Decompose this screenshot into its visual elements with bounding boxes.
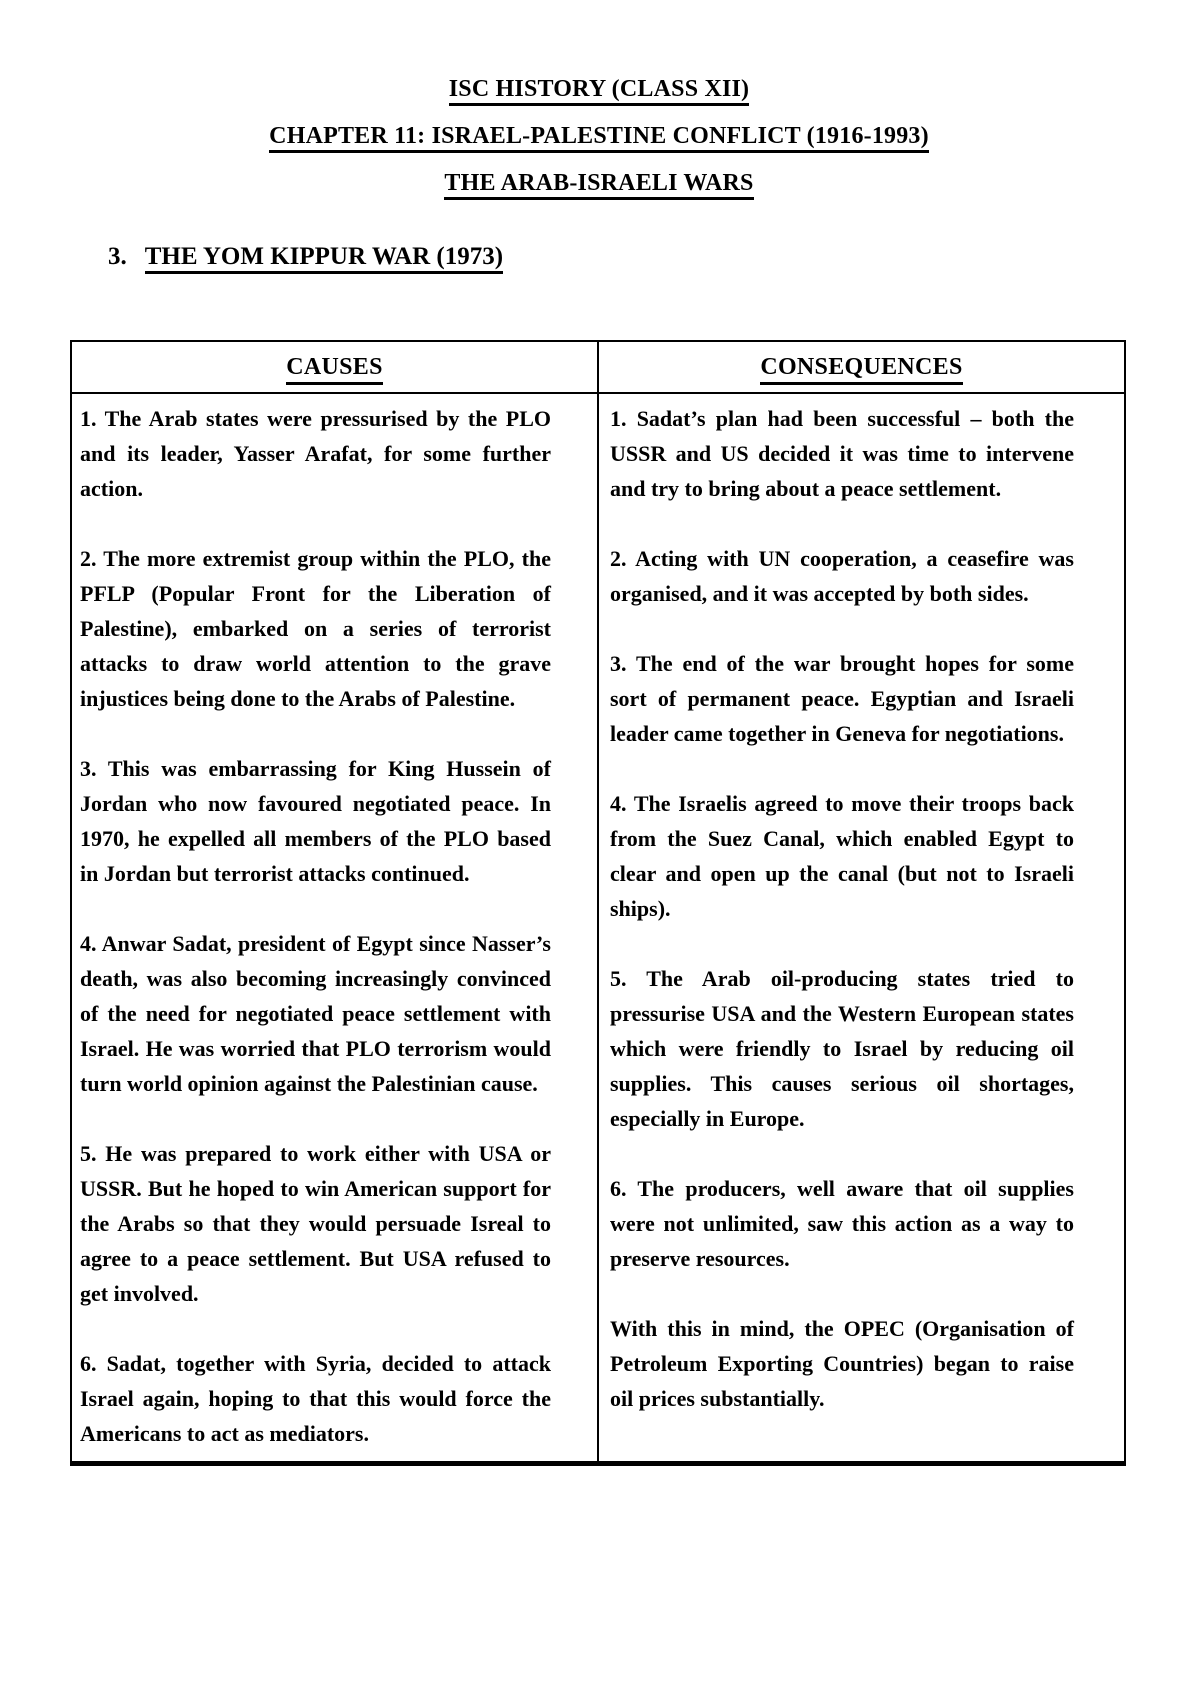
cause-paragraph-4: 4. Anwar Sadat, president of Egypt since Nasser’s death, was also becoming increasingly convinced of the need for negotiated peace settlement with Israel. He was worried that PLO terrorism would turn world opinion against the Palestinian cause. [80,931,551,1096]
consequence-paragraph-5: 5. The Arab oil-producing states tried to pressurise USA and the Western European states which were friendly to Israel by reducing oil supplies. This causes serious oil shortages, especially in Europe. [610,966,1074,1131]
section-heading [70,242,1128,272]
consequence-paragraph-3: 3. The end of the war brought hopes for some sort of permanent peace. Egyptian and Israeli leader came together in Geneva for negotiations. [610,651,1074,746]
doc-title-chapter [70,121,1128,151]
causes-cell [71,393,598,1464]
cause-paragraph-5: 5. He was prepared to work either with USA or USSR. But he hoped to win American support for the Arabs so that they would persuade Isreal to agree to a peace settlement. But USA refused to get involved. [80,1141,551,1306]
consequences-cell [598,393,1125,1464]
doc-title-subject [70,74,1128,104]
section-title: THE YOM KIPPUR WAR (1973) [145,243,503,274]
consequence-paragraph-7: With this in mind, the OPEC (Organisation of Petroleum Exporting Countries) began to raise oil prices substantially. [610,1316,1074,1411]
cause-paragraph-3: 3. This was embarrassing for King Hussein of Jordan who now favoured negotiated peace. In 1970, he expelled all members of the PLO based in Jordan but terrorist attacks continued. [80,756,551,886]
doc-title-subject-text: ISC HISTORY (CLASS XII) [449,76,750,106]
table-header-row [71,341,1125,393]
consequence-paragraph-4: 4. The Israelis agreed to move their troops back from the Suez Canal, which enabled Egypt to clear and open up the canal (but not to Israeli ships). [610,791,1074,921]
causes-header-cell [71,341,598,393]
consequences-header-cell [598,341,1125,393]
consequence-paragraph-1: 1. Sadat’s plan had been successful – both the USSR and US decided it was time to intervene and try to bring about a peace settlement. [610,406,1074,501]
doc-title-topic-text: THE ARAB-ISRAELI WARS [444,170,753,200]
cause-paragraph-2: 2. The more extremist group within the PLO, the PFLP (Popular Front for the Liberation of Palestine), embarked on a series of terrorist attacks to draw world attention to the grave injustices being done to the Arabs of Palestine. [80,546,551,711]
cause-paragraph-1: 1. The Arab states were pressurised by the PLO and its leader, Yasser Arafat, for some further action. [80,406,551,501]
causes-header-label: CAUSES [286,354,383,385]
causes-consequences-table [70,340,1126,1466]
consequences-header-label: CONSEQUENCES [760,354,962,385]
doc-title-topic [70,168,1128,198]
section-number: 3. [108,243,127,270]
table-body-row [71,393,1125,1464]
cause-paragraph-6: 6. Sadat, together with Syria, decided to attack Israel again, hoping to that this would force the Americans to act as mediators. [80,1351,551,1446]
consequence-paragraph-6: 6. The producers, well aware that oil supplies were not unlimited, saw this action as a way to preserve resources. [610,1176,1074,1271]
consequence-paragraph-2: 2. Acting with UN cooperation, a ceasefire was organised, and it was accepted by both sides. [610,546,1074,606]
doc-title-chapter-text: CHAPTER 11: ISRAEL-PALESTINE CONFLICT (1916-1993) [269,123,929,153]
